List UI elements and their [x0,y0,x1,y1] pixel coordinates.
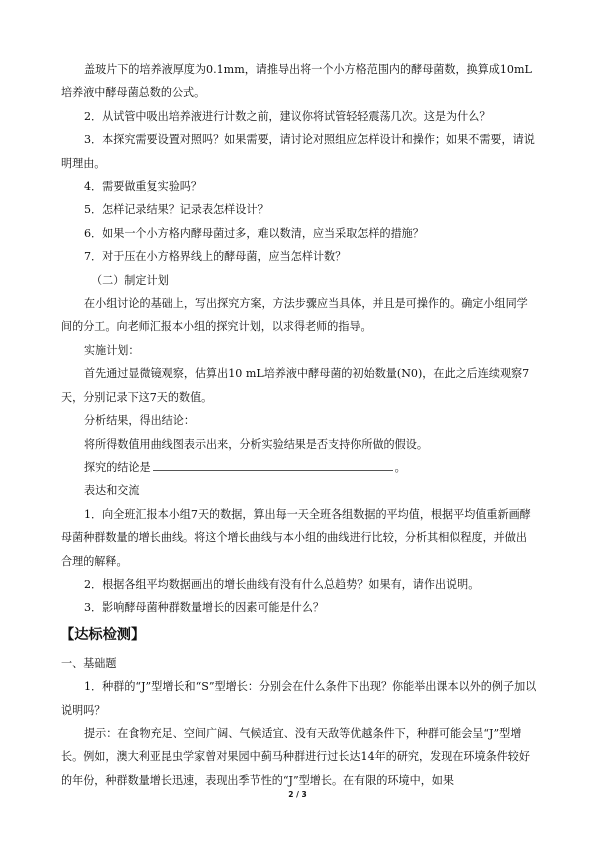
section-heading: 【达标检测】 [60,626,146,643]
question-6: 6．如果一个小方格内酵母菌过多，难以数清，应当采取怎样的措施？ [84,226,424,240]
subheading-plan: （二）制定计划 [91,273,169,287]
conclusion-prefix: 探究的结论是 [84,460,151,474]
conclusion-line [61,456,537,479]
page-number: 2 / 3 [288,790,307,799]
paragraph: 盖玻片下的培养液厚度为0.1mm，请推导出将一个小方格范围内的酵母菌数，换算成10mL培养液中酵母菌总数的公式。 [61,63,532,100]
express-item-2: 2．根据各组平均数据画出的增长曲线有没有什么总趋势？如果有，请作出说明。 [84,577,480,591]
question-5: 5．怎样记录结果？记录表怎样设计？ [84,203,269,217]
label-express: 表达和交流 [84,484,140,498]
basic-question-1: 1．种群的“J”型增长和“S”型增长：分别会在什么条件下出现？你能举出课本以外的例子加以说明吗？ [61,680,537,717]
question-7: 7．对于压在小方格界线上的酵母菌，应当怎样计数？ [84,250,347,264]
paragraph-analyze: 将所得数值用曲线图表示出来，分析实验结果是否支持你所做的假设。 [84,437,428,451]
paragraph-plan: 在小组讨论的基础上，写出探究方案，方法步骤应当具体，并且是可操作的。确定小组同学间的分工。向老师汇报本小组的探究计划，以求得老师的指导。 [61,297,528,334]
express-item-1: 1．向全班汇报本小组7天的数据，算出每一天全班各组数据的平均值，根据平均值重新画酵母菌种群数量的增长曲线。将这个增长曲线与本小组的曲线进行比较，分析其相似程度，并做出合理的解释。 [61,507,531,568]
hint-paragraph: 提示：在食物充足、空间广阔、气候适宜、没有天敌等优越条件下，种群可能会呈“J”型增长。例如，澳大利亚昆虫学家曾对果园中蓟马种群进行过长达14年的研究，发现在环境条件较好的年份，种群数量增长迅速，表现出季节性的“J”型增长。在有限的环境中，如果 [61,726,530,787]
label-basic: 一、基础题 [61,656,117,670]
document-body [61,58,537,792]
question-3: 3．本探究需要设置对照吗？如果需要，请讨论对照组应怎样设计和操作；如果不需要，请说明理由。 [61,133,535,170]
question-2: 2．从试管中吸出培养液进行计数之前，建议你将试管轻轻震荡几次。这是为什么？ [84,109,491,123]
conclusion-suffix: 。 [394,460,406,474]
question-4: 4．需要做重复实验吗？ [84,180,202,194]
label-analyze: 分析结果，得出结论： [84,414,195,428]
label-implement: 实施计划： [84,343,140,357]
paragraph-implement: 首先通过显微镜观察，估算出10 mL培养液中酵母菌的初始数量(N0)，在此之后连续观察7天，分别记录下这7天的数值。 [61,367,530,404]
express-item-3: 3．影响酵母菌种群数量增长的因素可能是什么？ [84,601,325,615]
conclusion-blank[interactable] [153,458,393,471]
